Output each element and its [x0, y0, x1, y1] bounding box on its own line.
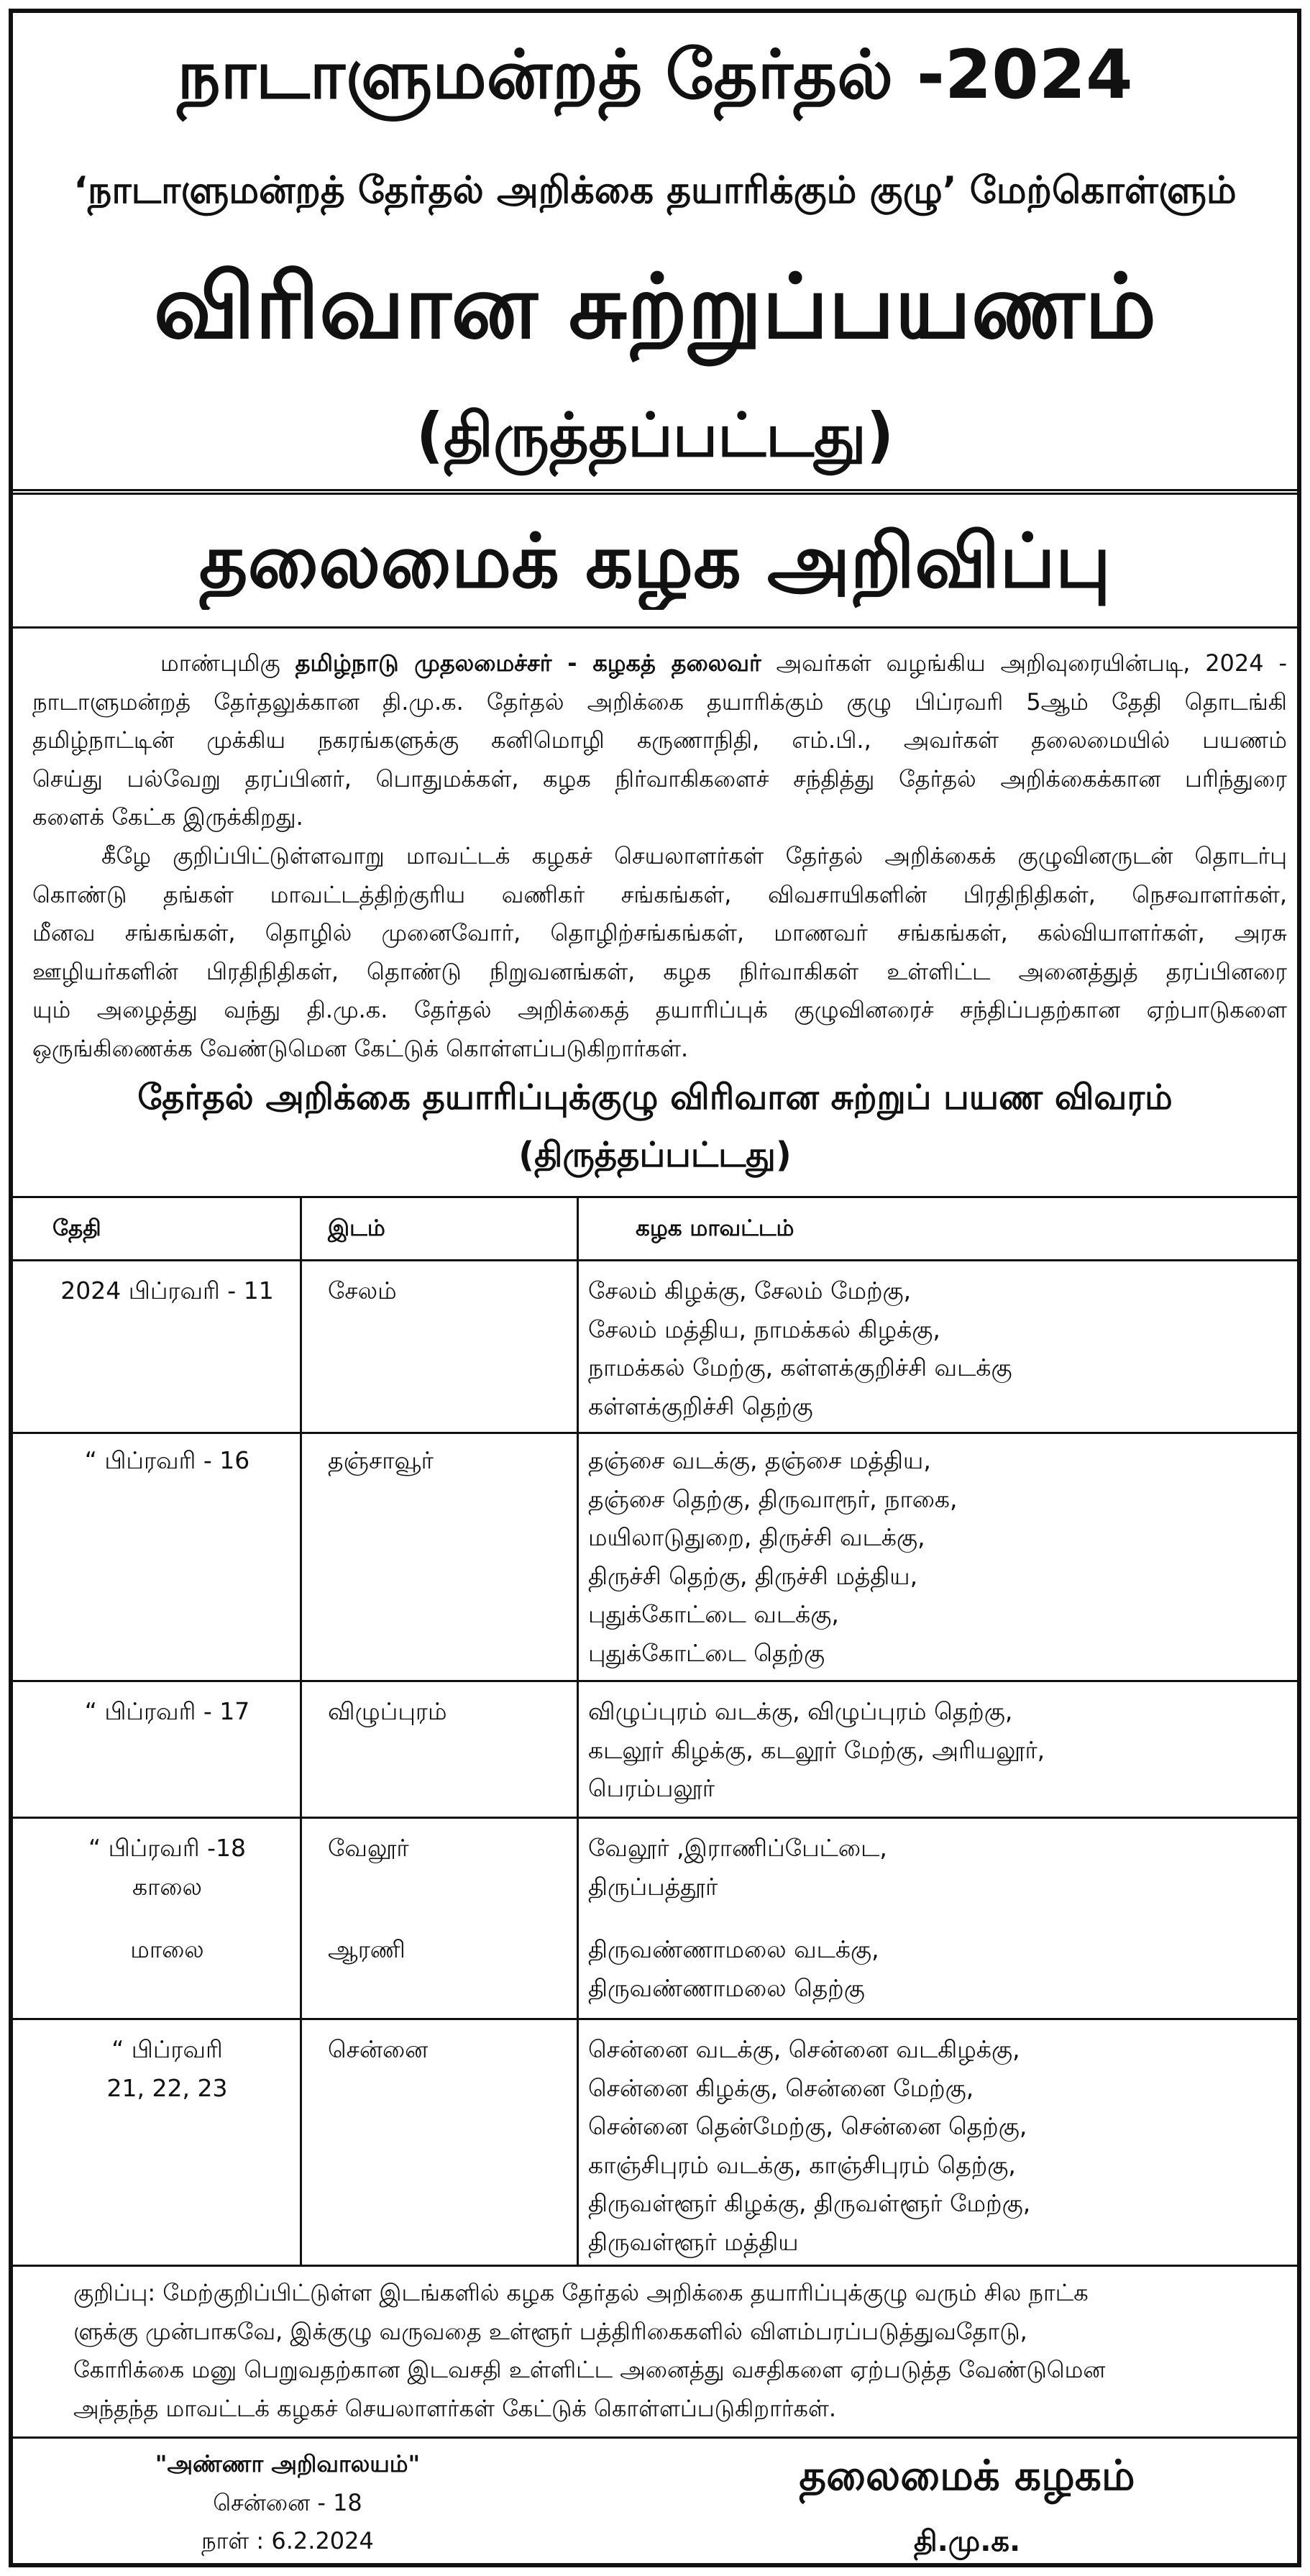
- district-line: திருவள்ளூர் மத்திய: [588, 2227, 799, 2256]
- district-line: வேலூர் ,இராணிப்பேட்டை,: [588, 1834, 887, 1862]
- district-line: சென்னை வடக்கு, சென்னை வடகிழக்கு,: [588, 2035, 1020, 2063]
- date-cell: [13, 1434, 300, 1680]
- district-line: திருவண்ணாமலை வடக்கு,: [588, 1935, 879, 1963]
- district-line: புதுக்கோட்டை தெற்கு: [588, 1638, 825, 1667]
- place-name: விழுப்புரம்: [328, 1697, 447, 1725]
- column-header-district: கழக மாவட்டம்: [577, 1198, 1297, 1259]
- paragraph-line: ஒருங்கிணைக்க வேண்டுமென கேட்டுக் கொள்ளப்படுகிறார்கள்.: [32, 1034, 689, 1062]
- address-city: சென்னை - 18: [213, 2488, 362, 2516]
- district-line: தஞ்சை தெற்கு, திருவாரூர், நாகை,: [588, 1484, 958, 1513]
- date-line: 2024 பிப்ரவரி - 11: [60, 1276, 274, 1305]
- district-line: காஞ்சிபுரம் வடக்கு, காஞ்சிபுரம் தெற்கு,: [588, 2150, 1016, 2179]
- table-row: [13, 1261, 1297, 1434]
- issue-date: நாள் : 6.2.2024: [201, 2527, 374, 2555]
- paragraph-line: தமிழ்நாட்டின் முக்கிய நகரங்களுக்கு கனிமொழி கருணாநிதி, எம்.பி., அவர்கள் தலைமையில் பயணம்: [32, 726, 1287, 754]
- note-line: குறிப்பு: மேற்குறிப்பிட்டுள்ள இடங்களில் கழக தேர்தல் அறிக்கை தயாரிப்புக்குழு வரும் சில நாட்க: [73, 2279, 1089, 2306]
- election-title: நாடாளுமன்றத் தேர்தல் -2024: [177, 36, 1133, 114]
- note-paragraph: [73, 2274, 1288, 2428]
- footer-divider: [13, 2436, 1297, 2439]
- paragraph-line: கொண்டு தங்கள் மாவட்டத்திற்குரிய வணிகர் சங்கங்கள், விவசாயிகளின் பிரதிநிதிகள், நெசவாளர்கள்,: [32, 880, 1287, 908]
- signatory-org: தலைமைக் கழகம்: [799, 2451, 1135, 2500]
- date-line: 21, 22, 23: [106, 2073, 228, 2102]
- date-cell: [13, 1682, 300, 1817]
- district-line: சேலம் கிழக்கு, சேலம் மேற்கு,: [588, 1276, 912, 1305]
- district-line: கள்ளக்குறிச்சி தெற்கு: [588, 1392, 813, 1420]
- paragraph-line: கீழே குறிப்பிட்டுள்ளவாறு மாவட்டக் கழகச் செயலாளர்கள் தேர்தல் அறிக்கைக் குழுவினருடன் தொடர்பு: [101, 842, 1287, 869]
- paragraph-line: [32, 644, 1287, 683]
- bold-highlight: தமிழ்நாடு முதலமைச்சர் - கழகத் தலைவர்: [295, 649, 761, 677]
- district-line: திருவள்ளூர் கிழக்கு, திருவள்ளூர் மேற்கு,: [588, 2189, 1031, 2218]
- committee-subtitle: ‘நாடாளுமன்றத் தேர்தல் அறிக்கை தயாரிக்கும் குழு’ மேற்கொள்ளும்: [73, 169, 1237, 212]
- footer-address: [108, 2445, 467, 2561]
- district-line: புதுக்கோட்டை வடக்கு,: [588, 1600, 839, 1629]
- table-row: [13, 1819, 1297, 2020]
- district-line: நாமக்கல் மேற்கு, கள்ளக்குறிச்சி வடக்கு: [588, 1353, 1012, 1382]
- place-name: சென்னை: [328, 2035, 429, 2063]
- table-row: [13, 2020, 1297, 2267]
- paragraph-line: செய்து பல்வேறு தரப்பினர், பொதுமக்கள், கழக நிர்வாகிகளைச் சந்தித்து தேர்தல் அறிக்கைக்கான பரிந்துரை: [32, 764, 1287, 793]
- district-line: விழுப்புரம் வடக்கு, விழுப்புரம் தெற்கு,: [588, 1697, 1013, 1725]
- schedule-table: [13, 1196, 1297, 2267]
- date-cell: [13, 1819, 300, 2018]
- district-line: சேலம் மத்திய, நாமக்கல் கிழக்கு,: [588, 1315, 940, 1343]
- time-slot-evening: [588, 1930, 1297, 2007]
- note-line: கோரிக்கை மனு பெறுவதற்கான இடவசதி உள்ளிட்ட அனைத்து வசதிகளை ஏற்படுத்த வேண்டுமென: [73, 2356, 1106, 2384]
- paragraph-text: அவர்கள் வழங்கிய அறிவுரையின்படி, 2024 -: [761, 649, 1287, 677]
- time-slot-evening: [35, 1930, 300, 1969]
- header-divider: [13, 489, 1297, 495]
- note-line: ளுக்கு முன்பாகவே, இக்குழு வருவதை உள்ளூர் பத்திரிகைகளில் விளம்பரப்படுத்துவதோடு,: [73, 2317, 1027, 2345]
- district-line: திருவண்ணாமலை தெற்கு: [588, 1973, 865, 2002]
- district-line: திருச்சி தெற்கு, திருச்சி மத்திய,: [588, 1561, 918, 1590]
- note-line: அந்தந்த மாவட்டக் கழகச் செயலாளர்கள் கேட்டுக் கொள்ளப்படுகிறார்கள்.: [73, 2394, 837, 2422]
- table-row: [13, 1682, 1297, 1819]
- paragraph-line: களைக் கேட்க இருக்கிறது.: [32, 803, 303, 831]
- time-slot-morning: [328, 1829, 577, 1930]
- district-cell: [577, 1261, 1297, 1432]
- column-header-date: தேதி: [52, 1215, 101, 1241]
- paragraph-line: நாடாளுமன்றத் தேர்தலுக்கான தி.மு.க. தேர்தல் அறிக்கை தயாரிக்கும் குழு பிப்ரவரி 5ஆம் தேதி தொடங்கி: [32, 688, 1287, 716]
- revised-label: (திருத்தப்பட்டது): [416, 400, 894, 470]
- district-line: திருப்பத்தூர்: [588, 1872, 718, 1901]
- place-name: தஞ்சாவூர்: [328, 1446, 434, 1474]
- district-cell: [577, 1682, 1297, 1817]
- address-building: "அண்ணா அறிவாலயம்": [155, 2450, 421, 2477]
- time-of-day: காலை: [132, 1872, 202, 1901]
- time-of-day: மாலை: [130, 1935, 204, 1963]
- schedule-heading: தேர்தல் அறிக்கை தயாரிப்புக்குழு விரிவான சுற்றுப் பயண விவரம்: [137, 1077, 1173, 1118]
- place-cell: [300, 1261, 577, 1432]
- place-cell: [300, 1434, 577, 1680]
- date-line: “ பிப்ரவரி -18: [88, 1834, 246, 1862]
- district-line: தஞ்சை வடக்கு, தஞ்சை மத்திய,: [588, 1446, 931, 1474]
- date-cell: [13, 1261, 300, 1432]
- district-line: பெரம்பலூர்: [588, 1774, 715, 1803]
- table-header-row: [13, 1198, 1297, 1261]
- schedule-revised-label: (திருத்தப்பட்டது): [518, 1135, 792, 1175]
- paragraph-line: மீனவ சங்கங்கள், தொழில் முனைவோர், தொழிற்சங்கங்கள், மாணவர் சங்கங்கள், கல்வியாளர்கள், அரசு: [32, 919, 1287, 947]
- place-name: ஆரணி: [328, 1935, 406, 1963]
- column-header-place: இடம்: [300, 1198, 577, 1259]
- place-cell: [300, 2020, 577, 2265]
- date-line: “ பிப்ரவரி - 16: [84, 1446, 250, 1474]
- district-cell: [577, 1434, 1297, 1680]
- time-slot-evening: [328, 1930, 577, 1969]
- time-slot-morning: [588, 1829, 1297, 1930]
- district-line: மயிலாடுதுறை, திருச்சி வடக்கு,: [588, 1523, 925, 1552]
- place-cell: [300, 1682, 577, 1817]
- time-slot-morning: [35, 1829, 300, 1930]
- district-line: சென்னை தென்மேற்கு, சென்னை தெற்கு,: [588, 2112, 1027, 2141]
- district-line: சென்னை கிழக்கு, சென்னை மேற்கு,: [588, 2073, 974, 2102]
- district-cell: [577, 1819, 1297, 2018]
- paragraph-line: யும் அழைத்து வந்து தி.மு.க. தேர்தல் அறிக்கைத் தயாரிப்புக் குழுவினரைச் சந்திப்பதற்கான ஏற்பாடுகளை: [32, 996, 1287, 1024]
- intro-paragraph-2: [32, 837, 1287, 1069]
- tour-headline: விரிவான சுற்றுப்பயணம்: [153, 255, 1157, 359]
- date-line: “ பிப்ரவரி: [111, 2035, 223, 2063]
- date-line: “ பிப்ரவரி - 17: [84, 1697, 250, 1725]
- notice-divider: [13, 626, 1297, 629]
- headquarters-notice-title: தலைமைக் கழக அறிவிப்பு: [198, 517, 1112, 605]
- date-cell: [13, 2020, 300, 2265]
- district-line: கடலூர் கிழக்கு, கடலூர் மேற்கு, அரியலூர்,: [588, 1735, 1045, 1764]
- paragraph-line: ஊழியர்களின் பிரதிநிதிகள், தொண்டு நிறுவனங்கள், கழக நிர்வாகிகள் உள்ளிட்ட அனைத்துத் தரப்பினரை: [32, 957, 1287, 985]
- place-name: சேலம்: [328, 1276, 397, 1305]
- place-cell: [300, 1819, 577, 2018]
- place-name: வேலூர்: [328, 1834, 409, 1862]
- intro-paragraph-1: [32, 644, 1287, 837]
- district-cell: [577, 2020, 1297, 2265]
- honorific: மாண்புமிகு: [160, 649, 296, 677]
- table-row: [13, 1434, 1297, 1682]
- signatory-org-short: தி.மு.க.: [913, 2525, 1021, 2558]
